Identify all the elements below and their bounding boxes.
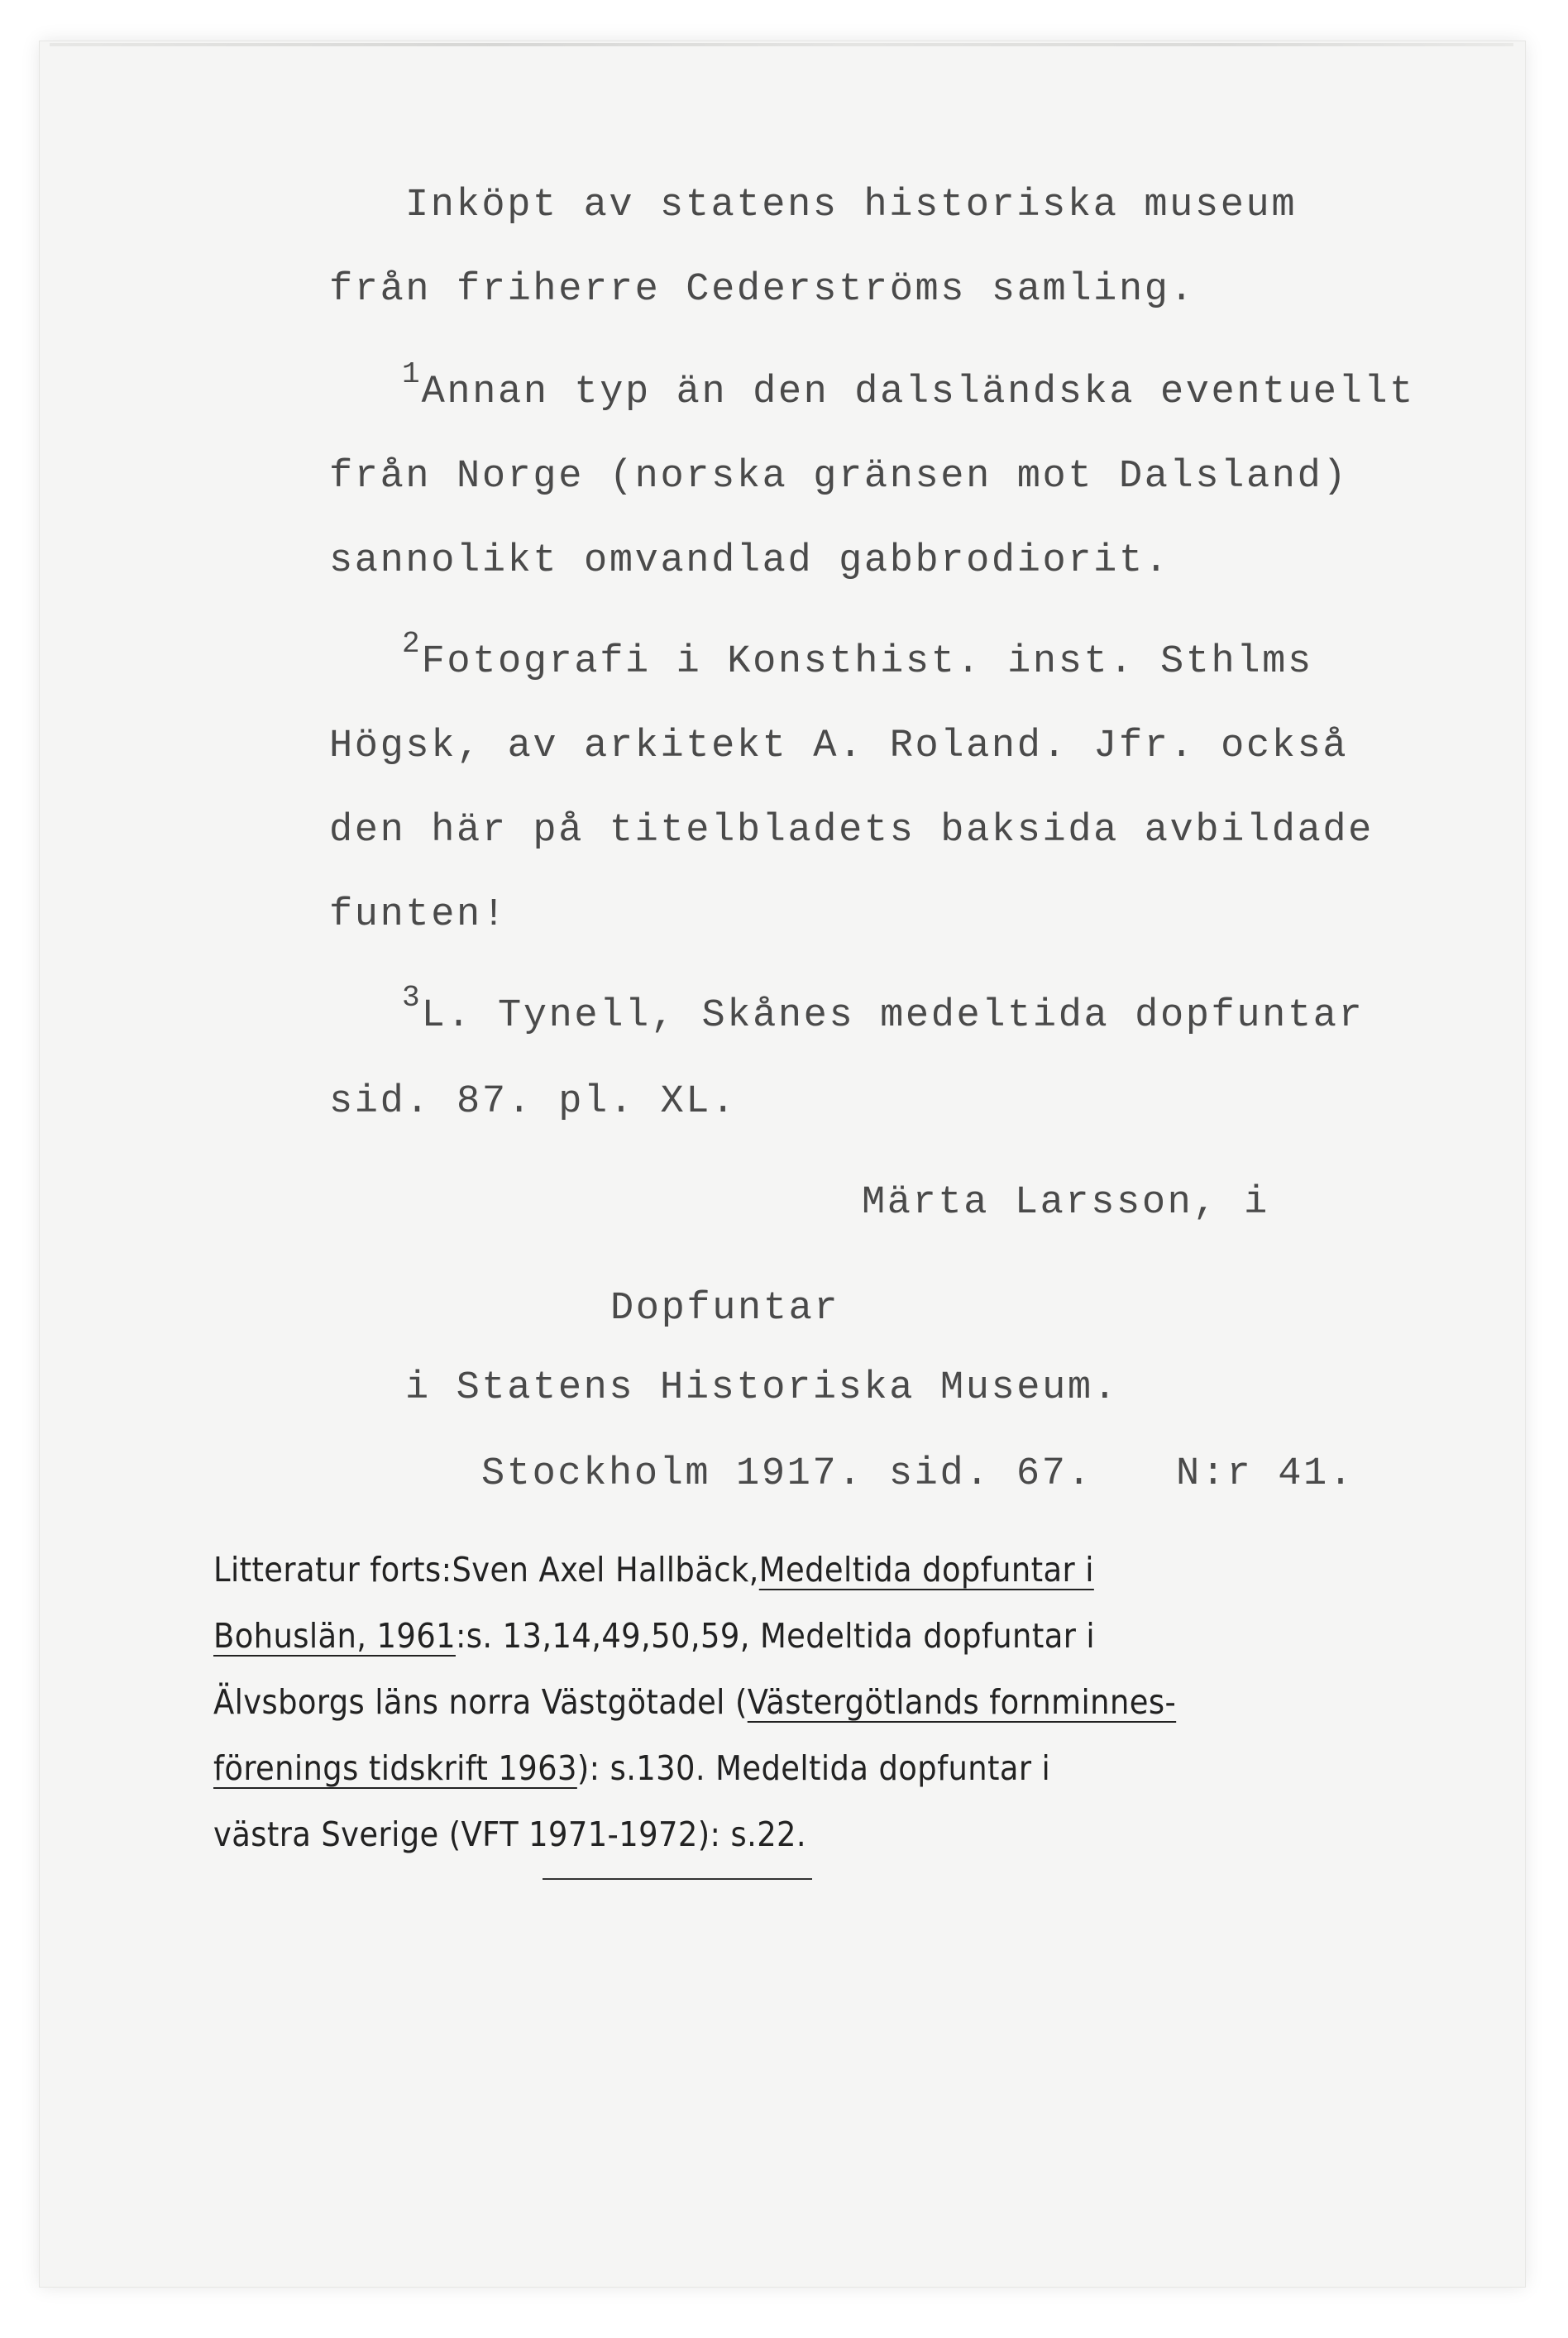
citation-number: N:r 41. xyxy=(1176,1452,1355,1496)
card-top-edge xyxy=(50,43,1513,46)
footnote-3-line-1: $^3$L. Tynell, Skånes medeltida dopfuntar xyxy=(402,981,1365,1038)
literature-line-5: västra Sverige (VFT 1971-1972): s.22. xyxy=(213,1814,807,1854)
provenance-line-2: från friherre Cederströms samling. xyxy=(329,268,1196,312)
citation-title-line-1: Dopfuntar xyxy=(610,1287,840,1331)
footnote-3-marker: 3 xyxy=(402,981,420,1015)
citation-title-line-2: i Statens Historiska Museum. xyxy=(405,1366,1119,1410)
literature-title-2b: förenings tidskrift 1963 xyxy=(213,1748,577,1788)
citation-author: Märta Larsson, i xyxy=(862,1181,1269,1225)
footnote-2-line-3: den här på titelbladets baksida avbildade xyxy=(329,809,1374,853)
literature-line-3: Älvsborgs läns norra Västgötadel (Västergötlands fornminnes- xyxy=(213,1682,1177,1722)
literature-line-2: Bohuslän, 1961:s. 13,14,49,50,59, Medeltida dopfuntar i xyxy=(213,1616,1096,1656)
literature-title-2a: Västergötlands fornminnes- xyxy=(747,1682,1177,1722)
footnote-3-line-2: sid. 87. pl. XL. xyxy=(329,1080,737,1124)
footnote-1-line-1: $^1$Annan typ än den dalsländska eventuellt xyxy=(402,357,1415,414)
footnote-1-line-3: sannolikt omvandlad gabbrodiorit. xyxy=(329,539,1170,583)
footnote-2-line-2: Högsk, av arkitekt A. Roland. Jfr. också xyxy=(329,724,1349,768)
footnote-1-marker: 1 xyxy=(402,357,420,391)
literature-title-1b: Bohuslän, 1961 xyxy=(213,1616,456,1656)
footnote-2-marker: 2 xyxy=(402,627,420,661)
citation-imprint: Stockholm 1917. sid. 67. xyxy=(481,1452,1093,1496)
footnote-2-line-4: funten! xyxy=(329,893,508,937)
literature-line-4: förenings tidskrift 1963): s.130. Medeltida dopfuntar i xyxy=(213,1748,1051,1788)
provenance-line-1: Inköpt av statens historiska museum xyxy=(405,184,1298,227)
literature-title-1a: Medeltida dopfuntar i xyxy=(758,1550,1094,1590)
footnote-1-line-2: från Norge (norska gränsen mot Dalsland) xyxy=(329,455,1349,499)
literature-line-1: Litteratur forts:Sven Axel Hallbäck,Medeltida dopfuntar i xyxy=(213,1550,1094,1590)
footnote-2-line-1: $^2$Fotografi i Konsthist. inst. Sthlms xyxy=(402,627,1313,684)
closing-rule xyxy=(543,1878,812,1880)
